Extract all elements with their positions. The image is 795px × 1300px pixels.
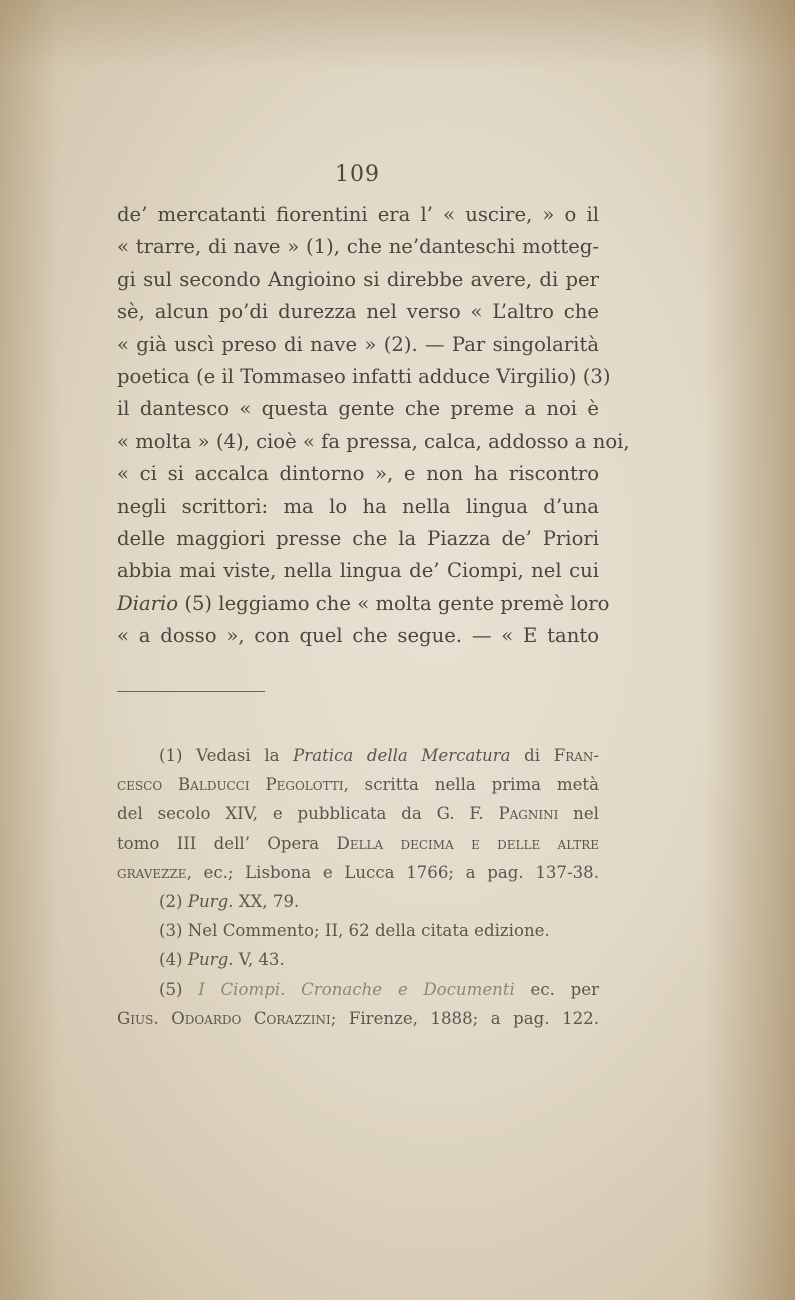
text-fragment: ec. per [514, 979, 600, 999]
text-fragment: XX, 79. [233, 892, 300, 912]
text-line: « ci si accalca dintorno », e non ha riscontro [117, 462, 599, 486]
text-line: sè, alcun po’di durezza nel verso « L’altro che [117, 300, 599, 324]
text-line [117, 588, 610, 620]
footnote-3: (3) Nel Commento; II, 62 della citata edizione. [159, 921, 550, 941]
footnote-1-line-2 [117, 770, 599, 799]
page-edge-shading-left [0, 0, 60, 1300]
text-fragment: V, 43. [233, 950, 285, 970]
work-title: Della decima e delle altre [336, 833, 599, 853]
page-number: 109 [335, 162, 380, 187]
text-fragment: tomo III dell’ Opera [117, 833, 337, 853]
text-fragment: del secolo XIV, e pubblicata da [117, 804, 437, 824]
text-fragment: di [510, 746, 554, 765]
text-line: de’ mercatanti fiorentini era l’ « uscire, » o il [117, 203, 599, 226]
footnote-separator [117, 691, 265, 692]
footnote-number: (2) [159, 892, 188, 912]
footnote-1-line-4 [117, 829, 599, 858]
text-line: abbia mai viste, nella lingua de’ Ciompi, nel cui [117, 559, 599, 583]
author-name: Gius. Odoardo Corazzini [117, 1008, 331, 1028]
italic-title: Pratica della Mercatura [293, 746, 511, 765]
footnote-5-line-1 [117, 975, 599, 1004]
italic-reference: Purg. [187, 950, 234, 970]
footnote-1-line-1 [117, 741, 599, 770]
italic-reference: Purg. [187, 892, 234, 912]
work-title: gravezze [117, 862, 187, 882]
footnote-1-line-3 [117, 799, 599, 828]
text-fragment: , scritta nella prima metà [343, 775, 599, 795]
footnote-number: (5) [159, 979, 199, 999]
text-line: gi sul secondo Angioino si direbbe avere, di per [117, 267, 599, 291]
text-line: « molta » (4), cioè « fa pressa, calca, addosso a noi, [117, 429, 630, 453]
text-line: « a dosso », con quel che segue. — « E tanto [117, 624, 599, 648]
text-fragment: , ec.; Lisbona e Lucca 1766; a pag. 137-38. [186, 862, 599, 882]
italic-title-diario: Diario [117, 591, 179, 615]
text-line: il dantesco « questa gente che preme a noi è [117, 397, 599, 421]
text-fragment: ; Firenze, 1888; a pag. 122. [330, 1008, 599, 1028]
footnote-number: (4) [159, 950, 188, 970]
text-fragment: (5) leggiamo che « molta gente premè loro [178, 591, 610, 615]
editor-name: G. F. Pagnini [436, 804, 559, 824]
footnote-2 [117, 887, 599, 916]
text-line: « già uscì preso di nave » (2). — Par singolarità [117, 332, 599, 356]
text-fragment: nel [558, 804, 599, 824]
text-line: « trarre, di nave » (1), che ne’danteschi motteg- [117, 235, 599, 259]
footnote-number: (1) Vedasi la [159, 746, 294, 765]
footnotes [117, 741, 599, 1033]
italic-title: I Ciompi. Cronache e Documenti [198, 979, 515, 999]
footnote-1-line-5 [117, 858, 599, 887]
author-name: Fran- [553, 746, 600, 765]
main-text [117, 199, 630, 653]
text-line: negli scrittori: ma lo ha nella lingua d’una [117, 494, 599, 518]
text-line: delle maggiori presse che la Piazza de’ Priori [117, 527, 599, 551]
page-edge-shading-top [0, 0, 795, 70]
footnote-4 [117, 945, 599, 974]
footnote-5-line-2 [117, 1004, 599, 1033]
author-name: cesco Balducci Pegolotti [117, 775, 344, 795]
page-edge-shading-right [705, 0, 795, 1300]
text-line: poetica (e il Tommaseo infatti adduce Virgilio) (3) [117, 365, 611, 389]
